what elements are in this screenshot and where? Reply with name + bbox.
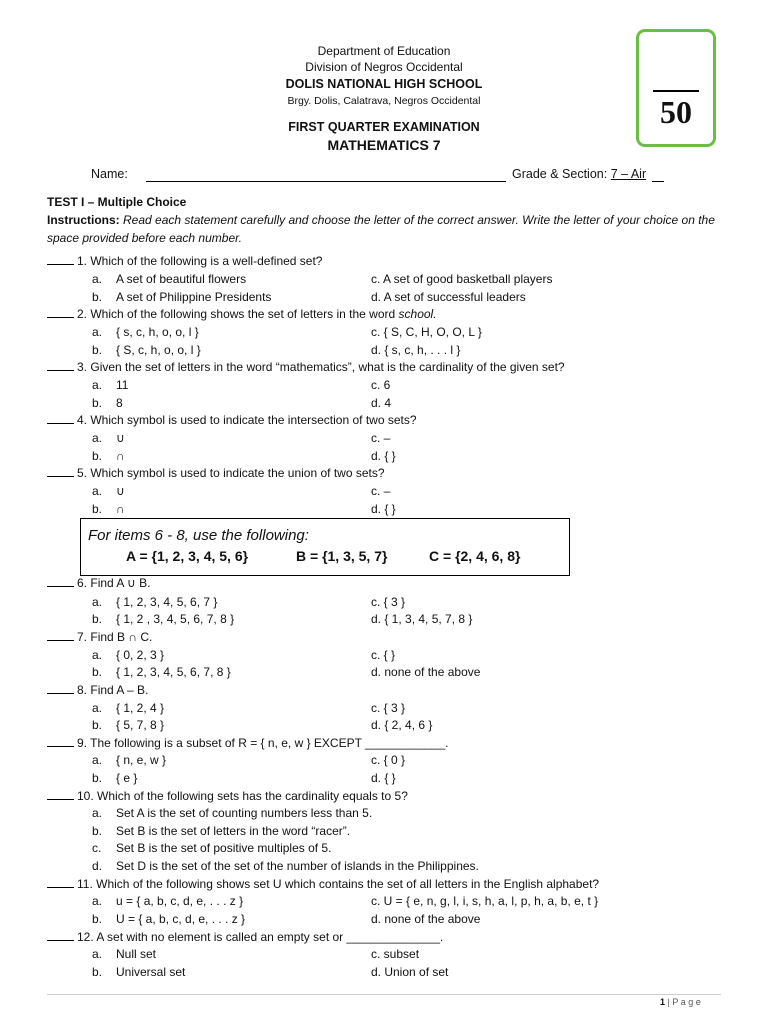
option-b: 8 xyxy=(116,396,123,410)
option-c: c. U = { e, n, g, l, i, s, h, a, l, p, h, a, b, e, t } xyxy=(371,894,599,908)
answer-blank[interactable] xyxy=(47,683,74,694)
option-b: { e } xyxy=(116,771,138,785)
option-c: c. – xyxy=(371,484,391,498)
option-letter: a. xyxy=(92,325,103,339)
grade-underline xyxy=(652,181,664,182)
score-box xyxy=(636,29,716,147)
department-title: Department of Education xyxy=(317,44,451,58)
option-d: d. A set of successful leaders xyxy=(371,290,526,304)
option-d: d. { 2, 4, 6 } xyxy=(371,718,433,732)
name-label: Name: xyxy=(91,167,128,181)
option-c: c. A set of good basketball players xyxy=(371,272,553,286)
grade-value: 7 – Air xyxy=(610,167,647,181)
option-b: ∩ xyxy=(116,449,125,463)
answer-blank[interactable] xyxy=(47,877,74,888)
answer-blank[interactable] xyxy=(47,413,74,424)
exam-title: FIRST QUARTER EXAMINATION xyxy=(288,120,480,134)
option-a: ∪ xyxy=(116,431,125,445)
option-a: { 1, 2, 3, 4, 5, 6, 7 } xyxy=(116,595,218,609)
option-letter: b. xyxy=(92,665,103,679)
option-a: Null set xyxy=(116,947,157,961)
option-a: u = { a, b, c, d, e, . . . z } xyxy=(116,894,244,908)
option-c: c. { 3 } xyxy=(371,701,406,715)
option-letter: a. xyxy=(92,272,103,286)
option-c: c. 6 xyxy=(371,378,391,392)
option-d: d. none of the above xyxy=(371,665,481,679)
grade-section xyxy=(512,167,646,181)
page-number: 1 xyxy=(660,997,666,1007)
option-letter: b. xyxy=(92,502,103,516)
option-letter: b. xyxy=(92,612,103,626)
division-title: Division of Negros Occidental xyxy=(305,60,463,74)
school-name: DOLIS NATIONAL HIGH SCHOOL xyxy=(285,77,483,91)
option-b: Universal set xyxy=(116,965,186,979)
option-letter: a. xyxy=(92,484,103,498)
option-b: { 5, 7, 8 } xyxy=(116,718,165,732)
question-3: 3. Given the set of letters in the word “mathematics”, what is the cardinality of the given set? xyxy=(47,360,565,374)
question-2: 2. Which of the following shows the set of letters in the word school. xyxy=(47,307,437,321)
school-address: Brgy. Dolis, Calatrava, Negros Occidental xyxy=(287,95,481,107)
set-b: B = {1, 3, 5, 7} xyxy=(296,548,388,564)
question-12: 12. A set with no element is called an empty set or ______________. xyxy=(47,930,443,944)
answer-blank[interactable] xyxy=(47,789,74,800)
option-letter: b. xyxy=(92,449,103,463)
sets-reference-box xyxy=(80,518,570,576)
score-blank-line xyxy=(653,90,699,92)
option-letter: a. xyxy=(92,648,103,662)
question-7: 7. Find B ∩ C. xyxy=(47,630,152,644)
option-c: c. – xyxy=(371,431,391,445)
option-d: d. Union of set xyxy=(371,965,449,979)
option-letter: b. xyxy=(92,290,103,304)
question-11: 11. Which of the following shows set U which contains the set of all letters in the English alphabet? xyxy=(47,877,599,891)
option-d: d. { 1, 3, 4, 5, 7, 8 } xyxy=(371,612,473,626)
test-title: TEST I – Multiple Choice xyxy=(47,195,187,209)
option-letter: c. xyxy=(92,841,102,855)
option-a: A set of beautiful flowers xyxy=(116,272,247,286)
answer-blank[interactable] xyxy=(47,576,74,587)
question-1: 1. Which of the following is a well-defined set? xyxy=(47,254,322,268)
option-letter: a. xyxy=(92,431,103,445)
option-b: { S, c, h, o, o, l } xyxy=(116,343,201,357)
question-8: 8. Find A – B. xyxy=(47,683,148,697)
option-a: 11 xyxy=(116,378,129,392)
option-c: c. { } xyxy=(371,648,396,662)
question-10: 10. Which of the following sets has the cardinality equals to 5? xyxy=(47,789,408,803)
answer-blank[interactable] xyxy=(47,360,74,371)
instructions-text: Read each statement carefully and choose the letter of the correct answer. Write the letter of your choice on the space provided before each number. xyxy=(47,213,715,245)
option-letter: a. xyxy=(92,947,103,961)
option-letter: b. xyxy=(92,771,103,785)
option-b: ∩ xyxy=(116,502,125,516)
option-letter: a. xyxy=(92,753,103,767)
answer-blank[interactable] xyxy=(47,630,74,641)
option-letter: b. xyxy=(92,343,103,357)
score-total: 50 xyxy=(660,94,692,130)
option-c: c. { 3 } xyxy=(371,595,406,609)
option-letter: a. xyxy=(92,806,103,820)
page-footer xyxy=(660,997,701,1007)
answer-blank[interactable] xyxy=(47,254,74,265)
option-letter: d. xyxy=(92,859,103,873)
option-c: c. { 0 } xyxy=(371,753,406,767)
grade-label: Grade & Section: xyxy=(512,167,608,181)
option-c: c. subset xyxy=(371,947,420,961)
answer-blank[interactable] xyxy=(47,466,74,477)
option-a: { 0, 2, 3 } xyxy=(116,648,165,662)
option-letter: b. xyxy=(92,912,103,926)
question-5: 5. Which symbol is used to indicate the union of two sets? xyxy=(47,466,385,480)
name-field[interactable] xyxy=(146,181,506,182)
question-6: 6. Find A ∪ B. xyxy=(47,576,151,590)
option-letter: a. xyxy=(92,701,103,715)
set-c: C = {2, 4, 6, 8} xyxy=(429,548,521,564)
set-a: A = {1, 2, 3, 4, 5, 6} xyxy=(126,548,249,564)
footer-divider xyxy=(47,994,721,995)
option-b: { 1, 2, 3, 4, 5, 6, 7, 8 } xyxy=(116,665,231,679)
answer-blank[interactable] xyxy=(47,930,74,941)
option-a: ∪ xyxy=(116,484,125,498)
instructions-label: Instructions: xyxy=(47,213,120,227)
option-letter: b. xyxy=(92,396,103,410)
question-4: 4. Which symbol is used to indicate the intersection of two sets? xyxy=(47,413,417,427)
sets-title: For items 6 - 8, use the following: xyxy=(88,527,309,544)
option-d: d. { } xyxy=(371,449,396,463)
option-letter: a. xyxy=(92,894,103,908)
option-a: { s, c, h, o, o, l } xyxy=(116,325,199,339)
option-letter: b. xyxy=(92,824,103,838)
option-d: d. none of the above xyxy=(371,912,481,926)
page-label: | P a g e xyxy=(667,997,701,1007)
instructions xyxy=(47,211,717,247)
option-a: Set A is the set of counting numbers less than 5. xyxy=(116,806,373,820)
answer-blank[interactable] xyxy=(47,736,74,747)
option-c: Set B is the set of positive multiples of 5. xyxy=(116,841,332,855)
question-9: 9. The following is a subset of R = { n, e, w } EXCEPT ____________. xyxy=(47,736,448,750)
option-c: c. { S, C, H, O, O, L } xyxy=(371,325,482,339)
option-a: { 1, 2, 4 } xyxy=(116,701,165,715)
option-b: Set B is the set of letters in the word “racer”. xyxy=(116,824,351,838)
option-b: A set of Philippine Presidents xyxy=(116,290,272,304)
option-b: U = { a, b, c, d, e, . . . z } xyxy=(116,912,246,926)
option-d: Set D is the set of the set of the number of islands in the Philippines. xyxy=(116,859,479,873)
option-d: d. { } xyxy=(371,771,396,785)
option-letter: a. xyxy=(92,595,103,609)
option-d: d. { s, c, h, . . . l } xyxy=(371,343,461,357)
subject-title: MATHEMATICS 7 xyxy=(327,137,441,153)
answer-blank[interactable] xyxy=(47,307,74,318)
option-letter: a. xyxy=(92,378,103,392)
option-d: d. 4 xyxy=(371,396,392,410)
option-b: { 1, 2 , 3, 4, 5, 6, 7, 8 } xyxy=(116,612,235,626)
option-letter: b. xyxy=(92,718,103,732)
option-d: d. { } xyxy=(371,502,396,516)
option-a: { n, e, w } xyxy=(116,753,167,767)
option-letter: b. xyxy=(92,965,103,979)
